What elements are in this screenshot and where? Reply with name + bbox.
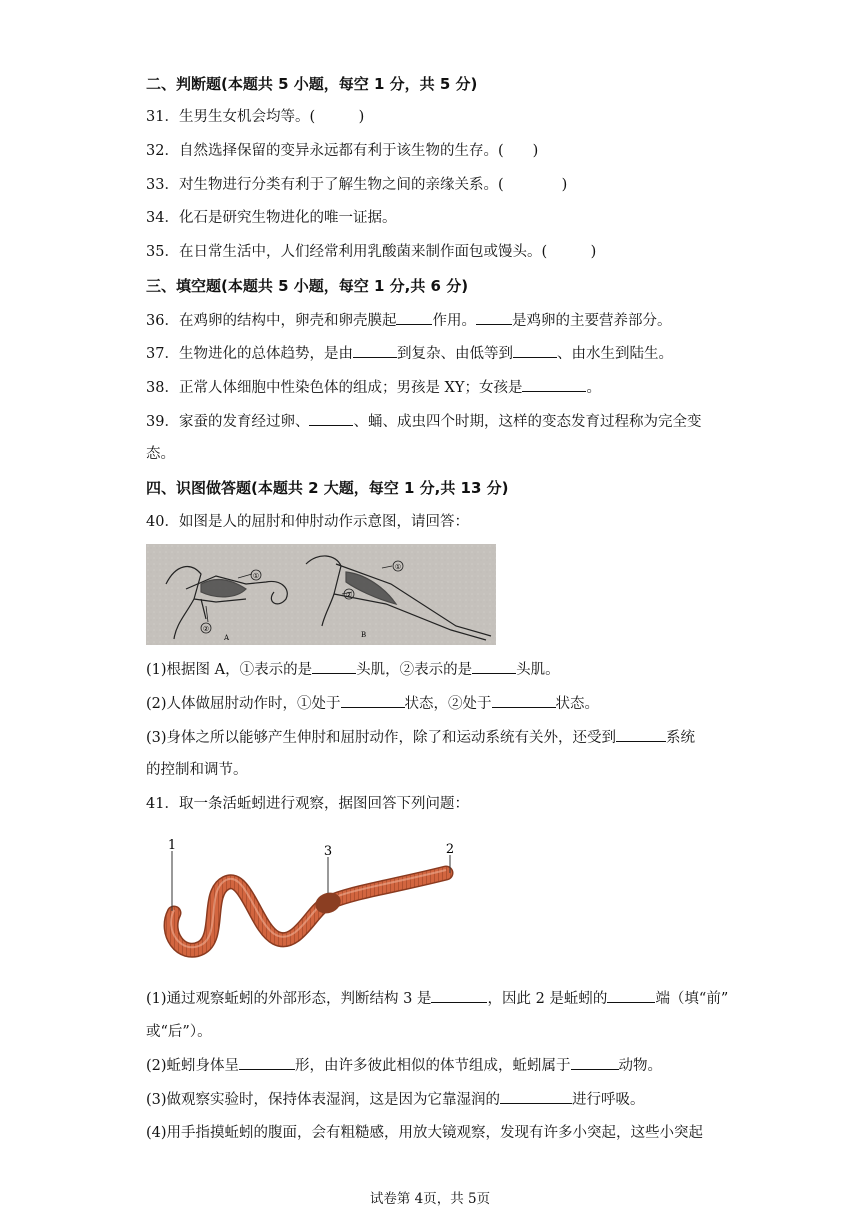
q40-p1-text-c: 头肌。 <box>516 662 560 678</box>
figure-b-label-2: ② <box>345 591 353 599</box>
q41-p3-text-b: 进行呼吸。 <box>572 1092 645 1108</box>
q41-p2-text-c: 动物。 <box>618 1058 663 1074</box>
question-40-stem: 40．如图是人的屈肘和伸肘动作示意图，请回答： <box>146 514 469 530</box>
figure-a-label-1: ① <box>252 572 260 580</box>
question-40-part-2 <box>146 693 599 714</box>
question-39 <box>146 411 701 432</box>
q36-text-b: 作用。 <box>432 313 476 329</box>
question-32: 32．自然选择保留的变异永远都有利于该生物的生存。( ) <box>146 143 539 159</box>
question-39-continued: 态。 <box>146 446 175 462</box>
answer-blank[interactable] <box>607 988 655 1003</box>
answer-blank[interactable] <box>522 377 586 392</box>
q40-p1-text-a: (1)根据图 A，①表示的是 <box>146 662 313 678</box>
question-40-part-1 <box>146 659 560 680</box>
q40-p2-text-c: 状态。 <box>555 696 600 712</box>
earthworm-figure <box>146 833 476 963</box>
answer-blank[interactable] <box>492 693 556 708</box>
q40-p2-text-a: (2)人体做屈肘动作时，①处于 <box>146 696 341 712</box>
q41-p3-text-a: (3)做观察实验时，保持体表湿润，这是因为它靠湿润的 <box>146 1092 501 1108</box>
q41-p1-text-c: 端（填“前” <box>655 991 729 1007</box>
q37-text-b: 到复杂、由低等到 <box>396 346 513 362</box>
q40-p3-text-b: 系统 <box>666 730 696 746</box>
q36-text-a: 36．在鸡卵的结构中，卵壳和卵壳膜起 <box>146 313 397 329</box>
answer-blank[interactable] <box>396 310 432 325</box>
section-heading-judgement: 二、判断题(本题共 5 小题，每空 1 分，共 5 分) <box>146 75 478 93</box>
question-31: 31．生男生女机会均等。( ) <box>146 109 365 125</box>
answer-blank[interactable] <box>616 727 666 742</box>
question-38 <box>146 377 601 398</box>
worm-label-3: 3 <box>323 844 333 859</box>
answer-blank[interactable] <box>476 310 512 325</box>
q37-text-c: 、由水生到陆生。 <box>556 346 673 362</box>
q38-text-b: 。 <box>586 380 601 396</box>
question-41-part-1-continued: 或“后”）。 <box>146 1024 212 1040</box>
question-36 <box>146 310 671 331</box>
figure-a-caption: A <box>224 634 230 642</box>
q36-text-c: 是鸡卵的主要营养部分。 <box>511 313 672 329</box>
q40-p2-text-b: 状态，②处于 <box>404 696 492 712</box>
question-41-stem: 41．取一条活蚯蚓进行观察，据图回答下列问题： <box>146 796 469 812</box>
page-footer: 试卷第 4页，共 5页 <box>369 1191 491 1207</box>
answer-blank[interactable] <box>431 988 487 1003</box>
answer-blank[interactable] <box>312 659 356 674</box>
question-33: 33．对生物进行分类有利于了解生物之间的亲缘关系。( ) <box>146 177 568 193</box>
figure-b-label-1: ① <box>394 563 402 571</box>
answer-blank[interactable] <box>353 343 397 358</box>
question-41-part-3 <box>146 1089 645 1110</box>
question-41-part-1 <box>146 988 728 1009</box>
question-41-part-2 <box>146 1055 662 1076</box>
figure-a-label-2: ② <box>202 625 210 633</box>
figure-b-caption: B <box>361 631 367 639</box>
answer-blank[interactable] <box>341 693 405 708</box>
q41-p2-text-a: (2)蚯蚓身体呈 <box>146 1058 240 1074</box>
q40-p1-text-b: 头肌，②表示的是 <box>356 662 473 678</box>
question-40-part-3 <box>146 727 695 748</box>
answer-blank[interactable] <box>500 1089 572 1104</box>
q37-text-a: 37．生物进化的总体趋势，是由 <box>146 346 353 362</box>
q41-p2-text-b: 形，由许多彼此相似的体节组成，蚯蚓属于 <box>295 1058 571 1074</box>
section-heading-figure-questions: 四、识图做答题(本题共 2 大题，每空 1 分,共 13 分) <box>146 479 509 497</box>
question-34: 34．化石是研究生物进化的唯一证据。 <box>146 210 397 226</box>
answer-blank[interactable] <box>309 411 353 426</box>
question-40-part-3-continued: 的控制和调节。 <box>146 762 248 778</box>
section-heading-fill-in: 三、填空题(本题共 5 小题，每空 1 分,共 6 分) <box>146 277 469 295</box>
q38-text-a: 38．正常人体细胞中性染色体的组成；男孩是 XY；女孩是 <box>146 380 523 396</box>
answer-blank[interactable] <box>571 1055 619 1070</box>
question-35: 35．在日常生活中，人们经常利用乳酸菌来制作面包或馒头。( ) <box>146 244 597 260</box>
answer-blank[interactable] <box>513 343 557 358</box>
q41-p1-text-b: ，因此 2 是蚯蚓的 <box>487 991 608 1007</box>
worm-label-1: 1 <box>167 838 177 853</box>
question-37 <box>146 343 673 364</box>
question-41-part-4: (4)用手指摸蚯蚓的腹面，会有粗糙感，用放大镜观察，发现有许多小突起，这些小突起 <box>146 1125 704 1141</box>
q39-text-a: 39．家蚕的发育经过卵、 <box>146 414 310 430</box>
worm-label-2: 2 <box>445 842 455 857</box>
q41-p1-text-a: (1)通过观察蚯蚓的外部形态，判断结构 3 是 <box>146 991 432 1007</box>
answer-blank[interactable] <box>239 1055 295 1070</box>
q40-p3-text-a: (3)身体之所以能够产生伸肘和屈肘动作，除了和运动系统有关外，还受到 <box>146 730 617 746</box>
q39-text-b: 、蛹、成虫四个时期，这样的变态发育过程称为完全变 <box>353 414 702 430</box>
arm-flexion-extension-figure <box>146 544 496 645</box>
answer-blank[interactable] <box>472 659 516 674</box>
